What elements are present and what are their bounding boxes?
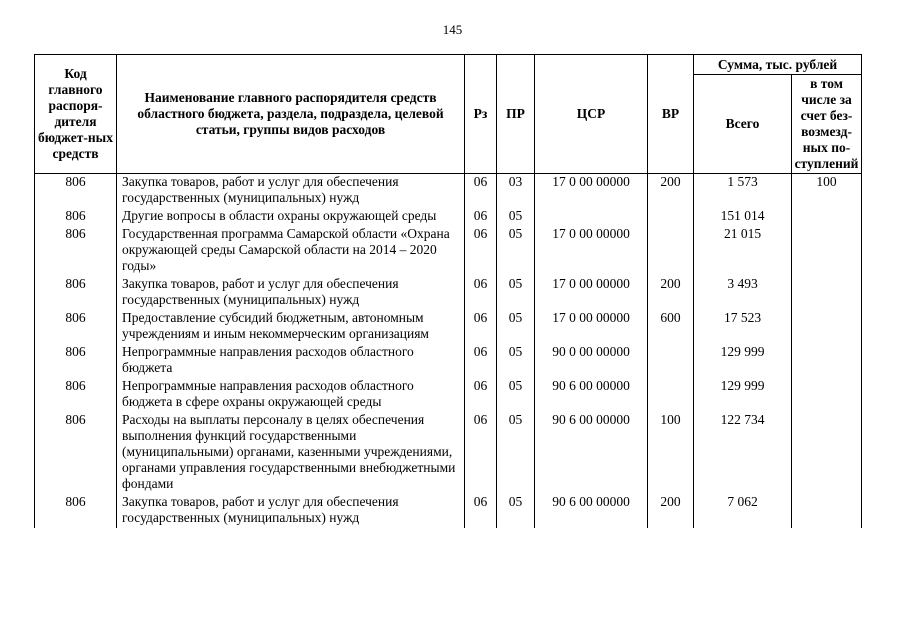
cell-vr xyxy=(648,344,694,378)
header-incl: в том числе за счет без-возмезд-ных по-ступлений xyxy=(792,75,862,174)
cell-incl xyxy=(792,344,862,378)
cell-code: 806 xyxy=(35,174,117,209)
cell-incl xyxy=(792,378,862,412)
cell-total: 21 015 xyxy=(694,226,792,276)
cell-csr: 90 6 00 00000 xyxy=(535,494,648,528)
cell-name: Другие вопросы в области охраны окружающей среды xyxy=(117,208,465,226)
cell-rz: 06 xyxy=(465,412,497,494)
cell-code: 806 xyxy=(35,208,117,226)
cell-name: Закупка товаров, работ и услуг для обеспечения государственных (муниципальных) нужд xyxy=(117,494,465,528)
cell-pr: 05 xyxy=(497,310,535,344)
header-name: Наименование главного распорядителя средств областного бюджета, раздела, подраздела, целевой статьи, группы видов расходов xyxy=(117,55,465,174)
cell-rz: 06 xyxy=(465,174,497,209)
cell-pr: 05 xyxy=(497,226,535,276)
cell-code: 806 xyxy=(35,226,117,276)
cell-csr: 90 6 00 00000 xyxy=(535,412,648,494)
cell-csr: 17 0 00 00000 xyxy=(535,226,648,276)
cell-rz: 06 xyxy=(465,276,497,310)
cell-rz: 06 xyxy=(465,226,497,276)
table-row xyxy=(35,494,862,528)
cell-name: Предоставление субсидий бюджетным, автономным учреждениям и иным некоммерческим организациям xyxy=(117,310,465,344)
cell-code: 806 xyxy=(35,344,117,378)
table-row xyxy=(35,226,862,276)
cell-code: 806 xyxy=(35,276,117,310)
cell-pr: 05 xyxy=(497,412,535,494)
table-row xyxy=(35,310,862,344)
cell-total: 129 999 xyxy=(694,378,792,412)
cell-incl xyxy=(792,226,862,276)
cell-name: Закупка товаров, работ и услуг для обеспечения государственных (муниципальных) нужд xyxy=(117,276,465,310)
cell-total: 7 062 xyxy=(694,494,792,528)
table-row xyxy=(35,208,862,226)
cell-total: 122 734 xyxy=(694,412,792,494)
header-code: Код главного распоря-дителя бюджет-ных средств xyxy=(35,55,117,174)
cell-vr xyxy=(648,226,694,276)
cell-vr: 100 xyxy=(648,412,694,494)
cell-vr: 200 xyxy=(648,174,694,209)
cell-rz: 06 xyxy=(465,378,497,412)
cell-incl xyxy=(792,412,862,494)
cell-incl xyxy=(792,310,862,344)
cell-vr: 200 xyxy=(648,276,694,310)
cell-name: Непрограммные направления расходов областного бюджета xyxy=(117,344,465,378)
cell-code: 806 xyxy=(35,378,117,412)
cell-pr: 05 xyxy=(497,494,535,528)
cell-vr xyxy=(648,378,694,412)
cell-vr: 200 xyxy=(648,494,694,528)
cell-pr: 05 xyxy=(497,276,535,310)
header-sum-group: Сумма, тыс. рублей xyxy=(694,55,862,75)
table-row xyxy=(35,344,862,378)
cell-pr: 03 xyxy=(497,174,535,209)
cell-name: Непрограммные направления расходов областного бюджета в сфере охраны окружающей среды xyxy=(117,378,465,412)
header-csr: ЦСР xyxy=(535,55,648,174)
cell-incl xyxy=(792,208,862,226)
cell-csr xyxy=(535,208,648,226)
cell-vr xyxy=(648,208,694,226)
table-header xyxy=(35,55,862,174)
cell-code: 806 xyxy=(35,494,117,528)
page-number: 145 xyxy=(442,22,463,37)
cell-total: 1 573 xyxy=(694,174,792,209)
cell-name: Закупка товаров, работ и услуг для обеспечения государственных (муниципальных) нужд xyxy=(117,174,465,209)
cell-rz: 06 xyxy=(465,310,497,344)
table-body xyxy=(35,174,862,529)
cell-incl xyxy=(792,494,862,528)
cell-code: 806 xyxy=(35,310,117,344)
header-vr: ВР xyxy=(648,55,694,174)
budget-table xyxy=(34,54,862,528)
cell-csr: 90 6 00 00000 xyxy=(535,378,648,412)
header-total: Всего xyxy=(694,75,792,174)
cell-pr: 05 xyxy=(497,208,535,226)
cell-rz: 06 xyxy=(465,208,497,226)
cell-total: 3 493 xyxy=(694,276,792,310)
table-row xyxy=(35,412,862,494)
cell-rz: 06 xyxy=(465,344,497,378)
cell-vr: 600 xyxy=(648,310,694,344)
cell-incl: 100 xyxy=(792,174,862,209)
cell-total: 17 523 xyxy=(694,310,792,344)
header-rz: Рз xyxy=(465,55,497,174)
cell-pr: 05 xyxy=(497,344,535,378)
cell-csr: 17 0 00 00000 xyxy=(535,310,648,344)
cell-total: 151 014 xyxy=(694,208,792,226)
header-pr: ПР xyxy=(497,55,535,174)
table-row xyxy=(35,378,862,412)
cell-rz: 06 xyxy=(465,494,497,528)
cell-pr: 05 xyxy=(497,378,535,412)
cell-name: Расходы на выплаты персоналу в целях обеспечения выполнения функций государственными (муниципальными) органами, казенными учреждениями, органами управления государственными внебюджетными фондами xyxy=(117,412,465,494)
table-row xyxy=(35,276,862,310)
cell-name: Государственная программа Самарской области «Охрана окружающей среды Самарской области на 2014 – 2020 годы» xyxy=(117,226,465,276)
cell-incl xyxy=(792,276,862,310)
table-row xyxy=(35,174,862,209)
cell-csr: 17 0 00 00000 xyxy=(535,276,648,310)
cell-csr: 90 0 00 00000 xyxy=(535,344,648,378)
cell-total: 129 999 xyxy=(694,344,792,378)
cell-code: 806 xyxy=(35,412,117,494)
cell-csr: 17 0 00 00000 xyxy=(535,174,648,209)
